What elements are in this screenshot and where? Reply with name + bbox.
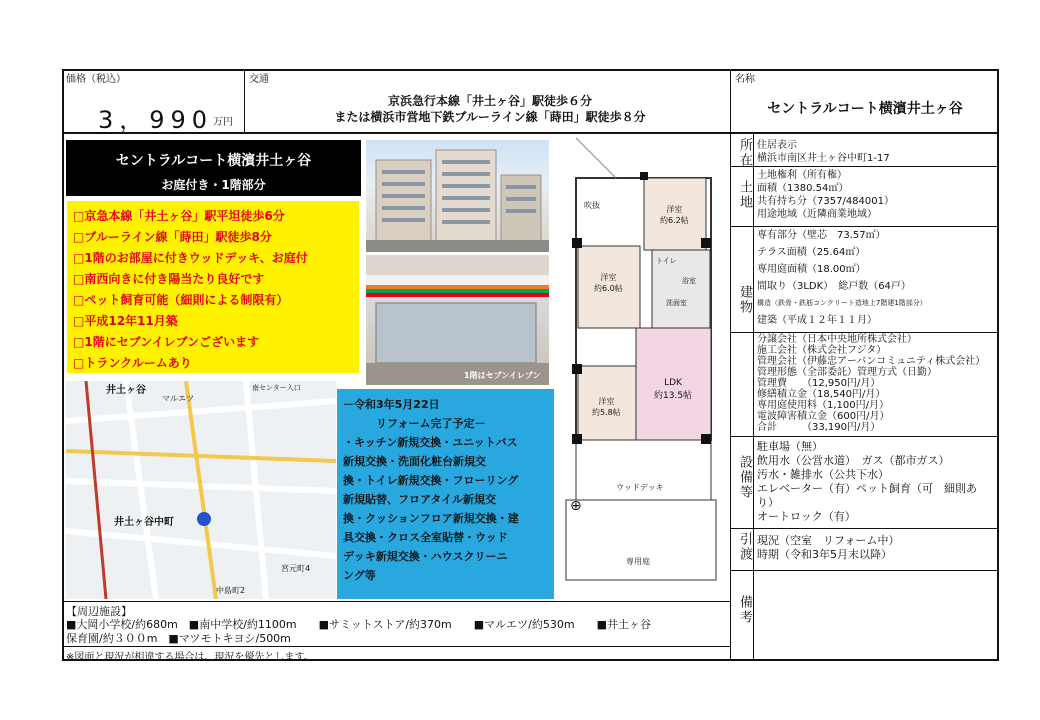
management-block bbox=[757, 334, 985, 433]
price-unit: 万円 bbox=[213, 117, 233, 128]
delivery-block bbox=[757, 534, 899, 562]
area-map bbox=[66, 381, 336, 599]
land-row: 用途地域（近隣商業地域） bbox=[757, 209, 877, 220]
equipment-row: 駐車場（無） bbox=[757, 440, 823, 453]
reform-line: ング等 bbox=[343, 569, 376, 582]
price-label: 価格（税込） bbox=[66, 74, 126, 85]
name-label: 名称 bbox=[735, 74, 755, 85]
title-banner bbox=[66, 140, 361, 196]
map-label: マルエツ bbox=[162, 394, 194, 403]
building-photo bbox=[366, 140, 549, 252]
heading-divider bbox=[753, 134, 754, 660]
divider bbox=[731, 226, 998, 227]
reform-line: 新規貼替、フロアタイル新規交 bbox=[343, 493, 497, 506]
land-block bbox=[757, 169, 894, 221]
map-label: 宮元町4 bbox=[281, 564, 311, 573]
equipment-row: オートロック（有） bbox=[757, 510, 856, 523]
reform-line: リフォーム完了予定－ bbox=[343, 417, 486, 430]
management-row: 管理会社（伊藤忠アーバンコミュニティ株式会社） bbox=[757, 356, 986, 367]
equipment-row: エレベーター（有）ペット飼育（可 細則あ bbox=[757, 482, 977, 495]
feature-item: □ペット飼育可能（細則による制限有） bbox=[73, 293, 289, 307]
photo-caption: 1階はセブンイレブン bbox=[464, 371, 541, 380]
room-label: 洋室 約6.2帖 bbox=[660, 205, 689, 225]
title-sub: お庭付き・1階部分 bbox=[161, 178, 266, 192]
remarks-heading: 備考 bbox=[737, 595, 752, 625]
land-row: 土地権利（所有権） bbox=[757, 170, 847, 181]
map-area-label: 井土ヶ谷中町 bbox=[114, 517, 174, 528]
reform-box bbox=[337, 389, 554, 599]
deck-label: ウッドデッキ bbox=[616, 483, 664, 492]
divider bbox=[731, 166, 998, 167]
management-row: 専用庭使用料（1,100円/月） bbox=[757, 400, 889, 411]
management-row: 管理形態（全部委託）管理方式（日勤） bbox=[757, 367, 937, 378]
access-line-1: 京浜急行本線「井土ヶ谷」駅徒歩６分 bbox=[387, 94, 592, 108]
room-label: 洋室 約5.8帖 bbox=[592, 397, 621, 417]
price-divider bbox=[244, 70, 245, 132]
management-row: 電波障害積立金（600円/月） bbox=[757, 411, 890, 422]
floor-plan bbox=[556, 138, 722, 598]
delivery-heading: 引渡 bbox=[737, 532, 752, 562]
store-illustration bbox=[366, 255, 549, 385]
room-label: 吹抜 bbox=[584, 201, 600, 210]
divider bbox=[63, 601, 731, 602]
feature-item: □1階にセブンイレブンございます bbox=[73, 335, 260, 349]
feature-item: □南西向きに付き陽当たり良好です bbox=[73, 272, 265, 286]
delivery-row: 時期（令和3年5月末以降） bbox=[757, 548, 892, 561]
building-row: 建築（平成１２年１１月） bbox=[757, 315, 877, 326]
room-label: LDK 約13.5帖 bbox=[654, 378, 693, 401]
reform-line: 新規交換・洗面化粧台新規交 bbox=[343, 455, 486, 468]
reform-line: －令和3年5月22日 bbox=[343, 398, 440, 411]
equipment-row: 飲用水（公営水道） ガス（都市ガス） bbox=[757, 454, 950, 467]
building-row: 専有部分（壁芯 73.57㎡） bbox=[757, 230, 886, 241]
store-photo bbox=[366, 255, 549, 385]
equipment-row: 汚水・雑排水（公共下水） bbox=[757, 468, 889, 481]
divider bbox=[731, 570, 998, 571]
title-main: セントラルコート横濱井土ヶ谷 bbox=[115, 153, 312, 169]
nearby-title: 【周辺施設】 bbox=[66, 605, 132, 618]
divider bbox=[731, 528, 998, 529]
delivery-row: 現況（空室 リフォーム中） bbox=[757, 534, 900, 547]
management-row: 分譲会社（日本中央地所株式会社） bbox=[757, 334, 917, 345]
land-heading: 土地 bbox=[737, 180, 752, 210]
building-heading: 建物 bbox=[737, 285, 752, 315]
feature-item: □トランクルームあり bbox=[73, 356, 192, 370]
floor-plan-drawing bbox=[556, 138, 722, 598]
reform-line: 換・クッションフロア新規交換・建 bbox=[343, 512, 519, 525]
feature-item: □1階のお部屋に付きウッドデッキ、お庭付 bbox=[73, 251, 308, 265]
building-row: 構造（鉄骨・鉄筋コンクリート造地上7階建1階部分） bbox=[757, 299, 927, 307]
feature-item: □ブルーライン線「蒔田」駅徒歩8分 bbox=[73, 230, 272, 244]
location-block bbox=[757, 139, 890, 165]
property-name: セントラルコート横濱井土ヶ谷 bbox=[767, 101, 963, 117]
building-row: 間取り（3LDK） 総戸数（64戸） bbox=[757, 281, 911, 292]
reform-line: ・キッチン新規交換・ユニットバス bbox=[343, 436, 518, 449]
location-heading: 所在 bbox=[737, 138, 752, 168]
compass-icon: ⊕ bbox=[570, 498, 582, 514]
nearby-line: 保育園/約３００m ■マツモトキヨシ/500m bbox=[66, 632, 291, 645]
reform-line: 具交換・クロス全室貼替・ウッド bbox=[343, 531, 508, 544]
room-label: 洋室 約6.0帖 bbox=[594, 273, 623, 293]
price-value: 3，990 bbox=[98, 106, 214, 134]
divider bbox=[63, 646, 731, 647]
address-value: 横浜市南区井土ヶ谷中町1-17 bbox=[757, 153, 890, 164]
map-station-label: 井土ヶ谷 bbox=[106, 385, 146, 396]
reform-line: デッキ新規交換・ハウスクリーニ bbox=[343, 550, 508, 563]
feature-item: □京急本線「井土ヶ谷」駅平坦徒歩6分 bbox=[73, 209, 285, 223]
management-row: 施工会社（株式会社フジタ） bbox=[757, 345, 887, 356]
building-block bbox=[757, 229, 927, 327]
management-row: 修繕積立金（18,540円/月） bbox=[757, 389, 886, 400]
reform-line: 換・トイレ新規交換・フローリング bbox=[343, 474, 519, 487]
disclaimer-note: ※図面と現況が相違する場合は、現況を優先とします。 bbox=[66, 652, 314, 663]
map-label: 南センター入口 bbox=[252, 384, 301, 392]
room-label: 洗面室 bbox=[666, 299, 687, 307]
features-box bbox=[67, 201, 359, 373]
feature-item: □平成12年11月築 bbox=[73, 314, 178, 328]
nearby-line: ■大岡小学校/約680m ■南中学校/約1100m ■サミットストア/約370m ■マルエツ/約530m ■井土ヶ谷 bbox=[66, 618, 651, 631]
equipment-row: り） bbox=[757, 496, 779, 509]
divider bbox=[731, 436, 998, 437]
equipment-block bbox=[757, 440, 977, 524]
building-illustration bbox=[366, 140, 549, 252]
land-row: 共有持ち分（7357/484001） bbox=[757, 196, 894, 207]
room-label: トイレ bbox=[656, 257, 677, 265]
management-row: 管理費 （12,950円/月） bbox=[757, 378, 881, 389]
land-row: 面積（1380.54㎡） bbox=[757, 183, 849, 194]
building-row: 専用庭面積（18.00㎡） bbox=[757, 264, 866, 275]
garden-label: 専用庭 bbox=[626, 557, 650, 566]
divider bbox=[731, 332, 998, 333]
building-row: テラス面積（25.64㎡） bbox=[757, 247, 866, 258]
map-label: 中島町2 bbox=[216, 586, 246, 595]
access-line-2: または横浜市営地下鉄ブルーライン線「蒔田」駅徒歩８分 bbox=[334, 110, 646, 124]
equipment-heading: 設備等 bbox=[737, 455, 752, 500]
management-row: 合計 （33,190円/月） bbox=[757, 422, 881, 433]
room-label: 浴室 bbox=[682, 277, 696, 285]
address-label: 住居表示 bbox=[757, 140, 797, 151]
main-divider bbox=[730, 70, 731, 660]
access-label: 交通 bbox=[249, 74, 269, 85]
